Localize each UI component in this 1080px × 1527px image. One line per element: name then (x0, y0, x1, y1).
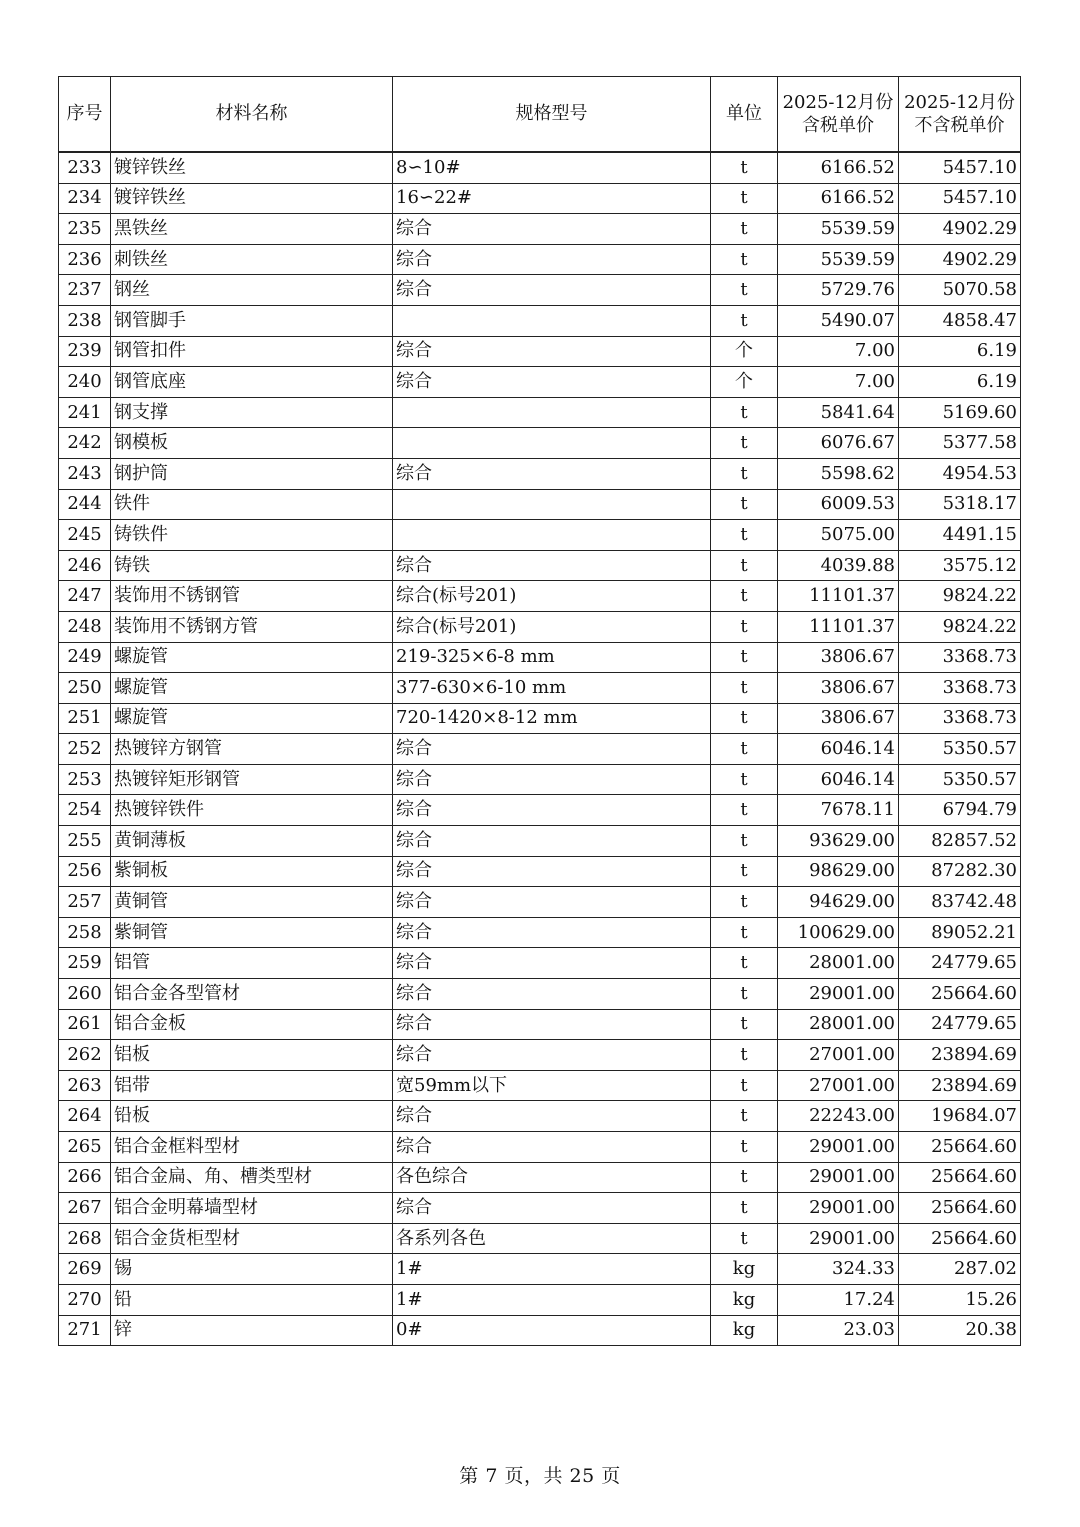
cell-price-tax: 5075.00 (778, 520, 899, 551)
cell-price-notax: 9824.22 (899, 611, 1021, 642)
cell-name: 钢管底座 (111, 367, 393, 398)
cell-seq: 270 (59, 1284, 111, 1315)
cell-spec: 综合 (393, 1193, 711, 1224)
cell-price-tax: 5598.62 (778, 458, 899, 489)
cell-name: 黑铁丝 (111, 214, 393, 245)
cell-name: 锡 (111, 1254, 393, 1285)
cell-price-notax: 4491.15 (899, 520, 1021, 551)
cell-price-notax: 287.02 (899, 1254, 1021, 1285)
cell-name: 铝带 (111, 1070, 393, 1101)
cell-seq: 245 (59, 520, 111, 551)
table-row (59, 703, 1021, 734)
cell-unit: t (711, 795, 778, 826)
header-seq: 序号 (59, 77, 111, 153)
cell-spec: 377-630×6-10 mm (393, 673, 711, 704)
cell-seq: 248 (59, 611, 111, 642)
cell-seq: 265 (59, 1132, 111, 1163)
cell-unit: t (711, 826, 778, 857)
cell-spec: 综合 (393, 1040, 711, 1071)
cell-unit: kg (711, 1284, 778, 1315)
cell-price-tax: 29001.00 (778, 979, 899, 1010)
cell-price-tax: 11101.37 (778, 611, 899, 642)
header-price-tax (778, 77, 899, 153)
table-row (59, 305, 1021, 336)
cell-seq: 236 (59, 244, 111, 275)
cell-price-notax: 23894.69 (899, 1070, 1021, 1101)
cell-spec (393, 305, 711, 336)
cell-seq: 238 (59, 305, 111, 336)
cell-spec: 各色综合 (393, 1162, 711, 1193)
cell-seq: 251 (59, 703, 111, 734)
cell-price-tax: 324.33 (778, 1254, 899, 1285)
cell-spec (393, 397, 711, 428)
cell-spec: 综合 (393, 550, 711, 581)
table-row (59, 397, 1021, 428)
cell-unit: t (711, 275, 778, 306)
header-unit: 单位 (711, 77, 778, 153)
table-row (59, 917, 1021, 948)
cell-unit: t (711, 581, 778, 612)
cell-unit: t (711, 673, 778, 704)
cell-seq: 255 (59, 826, 111, 857)
cell-unit: t (711, 550, 778, 581)
table-row (59, 336, 1021, 367)
cell-unit: kg (711, 1254, 778, 1285)
table-row (59, 520, 1021, 551)
cell-price-tax: 4039.88 (778, 550, 899, 581)
cell-spec: 综合 (393, 734, 711, 765)
table-row (59, 1070, 1021, 1101)
cell-name: 紫铜板 (111, 856, 393, 887)
cell-price-tax: 6046.14 (778, 734, 899, 765)
cell-price-tax: 98629.00 (778, 856, 899, 887)
cell-name: 铝合金板 (111, 1009, 393, 1040)
cell-price-tax: 7.00 (778, 336, 899, 367)
cell-price-notax: 25664.60 (899, 979, 1021, 1010)
cell-name: 热镀锌矩形钢管 (111, 764, 393, 795)
cell-spec: 219-325×6-8 mm (393, 642, 711, 673)
cell-seq: 256 (59, 856, 111, 887)
table-row (59, 1132, 1021, 1163)
cell-price-notax: 24779.65 (899, 948, 1021, 979)
table-row (59, 183, 1021, 214)
cell-price-tax: 27001.00 (778, 1040, 899, 1071)
cell-unit: t (711, 1101, 778, 1132)
cell-spec: 综合 (393, 367, 711, 398)
cell-seq: 237 (59, 275, 111, 306)
cell-price-notax: 5350.57 (899, 734, 1021, 765)
cell-name: 钢丝 (111, 275, 393, 306)
cell-name: 锌 (111, 1315, 393, 1346)
cell-price-tax: 6046.14 (778, 764, 899, 795)
cell-spec: 综合 (393, 1101, 711, 1132)
cell-unit: t (711, 1193, 778, 1224)
cell-name: 铅板 (111, 1101, 393, 1132)
cell-price-tax: 5841.64 (778, 397, 899, 428)
cell-unit: t (711, 979, 778, 1010)
cell-seq: 243 (59, 458, 111, 489)
table-row (59, 1254, 1021, 1285)
table-row (59, 367, 1021, 398)
cell-unit: t (711, 1162, 778, 1193)
cell-unit: t (711, 152, 778, 183)
cell-spec: 综合(标号201) (393, 581, 711, 612)
header-price-notax (899, 77, 1021, 153)
cell-name: 铸铁件 (111, 520, 393, 551)
table-row (59, 1162, 1021, 1193)
table-row (59, 214, 1021, 245)
table-row (59, 1223, 1021, 1254)
cell-seq: 235 (59, 214, 111, 245)
cell-unit: t (711, 611, 778, 642)
cell-name: 装饰用不锈钢管 (111, 581, 393, 612)
cell-spec: 1# (393, 1254, 711, 1285)
cell-seq: 267 (59, 1193, 111, 1224)
header-name: 材料名称 (111, 77, 393, 153)
cell-price-notax: 6.19 (899, 367, 1021, 398)
cell-price-tax: 27001.00 (778, 1070, 899, 1101)
cell-spec: 综合 (393, 887, 711, 918)
cell-seq: 239 (59, 336, 111, 367)
cell-seq: 261 (59, 1009, 111, 1040)
table-row (59, 856, 1021, 887)
cell-spec: 16∽22# (393, 183, 711, 214)
cell-name: 铸铁 (111, 550, 393, 581)
cell-name: 铅 (111, 1284, 393, 1315)
cell-unit: t (711, 183, 778, 214)
header-price-notax-line2: 不含税单价 (914, 115, 1005, 136)
cell-spec: 综合 (393, 764, 711, 795)
cell-price-notax: 25664.60 (899, 1193, 1021, 1224)
table-row (59, 642, 1021, 673)
cell-spec: 720-1420×8-12 mm (393, 703, 711, 734)
header-price-notax-line1: 2025-12月份 (904, 91, 1015, 113)
table-row (59, 1040, 1021, 1071)
table-row (59, 1284, 1021, 1315)
cell-seq: 259 (59, 948, 111, 979)
table-row (59, 152, 1021, 183)
cell-name: 钢管扣件 (111, 336, 393, 367)
cell-name: 铁件 (111, 489, 393, 520)
cell-name: 紫铜管 (111, 917, 393, 948)
cell-price-notax: 4902.29 (899, 214, 1021, 245)
cell-seq: 263 (59, 1070, 111, 1101)
cell-seq: 246 (59, 550, 111, 581)
cell-price-tax: 5490.07 (778, 305, 899, 336)
cell-unit: t (711, 856, 778, 887)
cell-seq: 241 (59, 397, 111, 428)
table-row (59, 764, 1021, 795)
cell-unit: t (711, 734, 778, 765)
cell-price-tax: 28001.00 (778, 948, 899, 979)
header-spec: 规格型号 (393, 77, 711, 153)
cell-price-tax: 5729.76 (778, 275, 899, 306)
table-row (59, 489, 1021, 520)
cell-price-tax: 93629.00 (778, 826, 899, 857)
table-header (59, 77, 1021, 153)
cell-unit: t (711, 764, 778, 795)
cell-spec: 1# (393, 1284, 711, 1315)
cell-spec: 综合 (393, 917, 711, 948)
cell-name: 钢模板 (111, 428, 393, 459)
cell-name: 铝合金各型管材 (111, 979, 393, 1010)
cell-name: 铝合金扁、角、槽类型材 (111, 1162, 393, 1193)
cell-price-notax: 3368.73 (899, 703, 1021, 734)
cell-seq: 252 (59, 734, 111, 765)
cell-price-notax: 25664.60 (899, 1223, 1021, 1254)
cell-price-tax: 11101.37 (778, 581, 899, 612)
cell-unit: 个 (711, 336, 778, 367)
cell-unit: t (711, 1040, 778, 1071)
cell-spec: 综合 (393, 856, 711, 887)
header-price-tax-line1: 2025-12月份 (782, 91, 894, 113)
cell-name: 镀锌铁丝 (111, 183, 393, 214)
cell-price-notax: 82857.52 (899, 826, 1021, 857)
cell-seq: 258 (59, 917, 111, 948)
cell-price-tax: 6166.52 (778, 183, 899, 214)
cell-name: 螺旋管 (111, 703, 393, 734)
table-row (59, 550, 1021, 581)
cell-name: 镀锌铁丝 (111, 152, 393, 183)
table-row (59, 826, 1021, 857)
table-body (59, 152, 1021, 1346)
cell-unit: t (711, 397, 778, 428)
cell-spec: 综合 (393, 948, 711, 979)
cell-spec: 8∽10# (393, 152, 711, 183)
cell-price-notax: 4858.47 (899, 305, 1021, 336)
page-footer: 第 7 页，共 25 页 (459, 1465, 621, 1487)
cell-price-notax: 3368.73 (899, 673, 1021, 704)
cell-seq: 254 (59, 795, 111, 826)
cell-seq: 234 (59, 183, 111, 214)
cell-price-tax: 29001.00 (778, 1162, 899, 1193)
cell-seq: 250 (59, 673, 111, 704)
cell-price-notax: 3368.73 (899, 642, 1021, 673)
cell-unit: t (711, 1223, 778, 1254)
cell-price-tax: 100629.00 (778, 917, 899, 948)
cell-price-notax: 20.38 (899, 1315, 1021, 1346)
table-row (59, 734, 1021, 765)
cell-price-tax: 29001.00 (778, 1223, 899, 1254)
cell-name: 螺旋管 (111, 673, 393, 704)
cell-unit: t (711, 948, 778, 979)
cell-name: 钢管脚手 (111, 305, 393, 336)
cell-spec: 综合 (393, 244, 711, 275)
cell-spec: 综合 (393, 795, 711, 826)
cell-unit: t (711, 887, 778, 918)
cell-price-tax: 94629.00 (778, 887, 899, 918)
cell-name: 刺铁丝 (111, 244, 393, 275)
cell-name: 钢支撑 (111, 397, 393, 428)
table-row (59, 428, 1021, 459)
cell-unit: kg (711, 1315, 778, 1346)
cell-unit: t (711, 703, 778, 734)
cell-price-notax: 25664.60 (899, 1162, 1021, 1193)
cell-unit: t (711, 428, 778, 459)
cell-name: 铝合金框料型材 (111, 1132, 393, 1163)
cell-seq: 271 (59, 1315, 111, 1346)
cell-seq: 268 (59, 1223, 111, 1254)
cell-seq: 266 (59, 1162, 111, 1193)
cell-seq: 253 (59, 764, 111, 795)
cell-name: 热镀锌铁件 (111, 795, 393, 826)
cell-seq: 247 (59, 581, 111, 612)
cell-unit: t (711, 305, 778, 336)
cell-seq: 260 (59, 979, 111, 1010)
cell-spec: 综合 (393, 214, 711, 245)
cell-unit: t (711, 214, 778, 245)
cell-name: 铝合金明幕墙型材 (111, 1193, 393, 1224)
table-row (59, 795, 1021, 826)
cell-price-notax: 5457.10 (899, 183, 1021, 214)
cell-name: 黄铜管 (111, 887, 393, 918)
cell-price-tax: 17.24 (778, 1284, 899, 1315)
table-row (59, 244, 1021, 275)
cell-price-tax: 7.00 (778, 367, 899, 398)
cell-spec (393, 489, 711, 520)
cell-seq: 244 (59, 489, 111, 520)
cell-price-tax: 3806.67 (778, 642, 899, 673)
table-row (59, 1101, 1021, 1132)
cell-spec: 综合 (393, 1132, 711, 1163)
cell-price-notax: 23894.69 (899, 1040, 1021, 1071)
table-row (59, 1315, 1021, 1346)
table-row (59, 275, 1021, 306)
cell-unit: t (711, 1070, 778, 1101)
cell-unit: t (711, 458, 778, 489)
table-row (59, 611, 1021, 642)
cell-seq: 264 (59, 1101, 111, 1132)
cell-price-notax: 6.19 (899, 336, 1021, 367)
cell-price-tax: 6166.52 (778, 152, 899, 183)
cell-seq: 233 (59, 152, 111, 183)
cell-spec: 宽59mm以下 (393, 1070, 711, 1101)
cell-spec (393, 428, 711, 459)
cell-seq: 262 (59, 1040, 111, 1071)
table-row (59, 948, 1021, 979)
cell-name: 铝合金货柜型材 (111, 1223, 393, 1254)
cell-unit: t (711, 244, 778, 275)
cell-price-tax: 28001.00 (778, 1009, 899, 1040)
cell-price-tax: 7678.11 (778, 795, 899, 826)
cell-spec (393, 520, 711, 551)
cell-price-notax: 5377.58 (899, 428, 1021, 459)
cell-price-tax: 3806.67 (778, 673, 899, 704)
cell-name: 黄铜薄板 (111, 826, 393, 857)
cell-price-notax: 5169.60 (899, 397, 1021, 428)
cell-spec: 综合 (393, 275, 711, 306)
cell-seq: 257 (59, 887, 111, 918)
cell-price-notax: 6794.79 (899, 795, 1021, 826)
cell-price-notax: 25664.60 (899, 1132, 1021, 1163)
cell-spec: 综合 (393, 1009, 711, 1040)
header-price-tax-line2: 含税单价 (802, 115, 874, 136)
cell-unit: t (711, 642, 778, 673)
cell-price-tax: 6076.67 (778, 428, 899, 459)
price-table (58, 76, 1021, 1346)
cell-unit: t (711, 917, 778, 948)
table-row (59, 673, 1021, 704)
table-row (59, 458, 1021, 489)
cell-spec: 综合 (393, 979, 711, 1010)
cell-seq: 249 (59, 642, 111, 673)
cell-price-tax: 29001.00 (778, 1193, 899, 1224)
cell-price-notax: 5070.58 (899, 275, 1021, 306)
cell-price-notax: 3575.12 (899, 550, 1021, 581)
table-row (59, 1193, 1021, 1224)
cell-name: 铝板 (111, 1040, 393, 1071)
cell-price-notax: 87282.30 (899, 856, 1021, 887)
cell-spec: 综合 (393, 336, 711, 367)
cell-price-tax: 5539.59 (778, 214, 899, 245)
cell-price-notax: 19684.07 (899, 1101, 1021, 1132)
cell-price-notax: 4902.29 (899, 244, 1021, 275)
cell-spec: 综合 (393, 458, 711, 489)
cell-spec: 各系列各色 (393, 1223, 711, 1254)
cell-price-notax: 89052.21 (899, 917, 1021, 948)
cell-unit: t (711, 489, 778, 520)
cell-name: 装饰用不锈钢方管 (111, 611, 393, 642)
cell-price-notax: 83742.48 (899, 887, 1021, 918)
cell-seq: 269 (59, 1254, 111, 1285)
cell-spec: 0# (393, 1315, 711, 1346)
cell-spec: 综合 (393, 826, 711, 857)
cell-price-tax: 6009.53 (778, 489, 899, 520)
cell-price-tax: 3806.67 (778, 703, 899, 734)
cell-seq: 242 (59, 428, 111, 459)
cell-price-notax: 9824.22 (899, 581, 1021, 612)
cell-spec: 综合(标号201) (393, 611, 711, 642)
table-row (59, 887, 1021, 918)
cell-price-notax: 5457.10 (899, 152, 1021, 183)
cell-unit: 个 (711, 367, 778, 398)
cell-unit: t (711, 1132, 778, 1163)
cell-price-tax: 23.03 (778, 1315, 899, 1346)
cell-unit: t (711, 520, 778, 551)
cell-unit: t (711, 1009, 778, 1040)
table-row (59, 581, 1021, 612)
table-row (59, 1009, 1021, 1040)
cell-name: 螺旋管 (111, 642, 393, 673)
cell-price-notax: 15.26 (899, 1284, 1021, 1315)
cell-price-notax: 5318.17 (899, 489, 1021, 520)
cell-price-tax: 22243.00 (778, 1101, 899, 1132)
table-row (59, 979, 1021, 1010)
cell-price-notax: 5350.57 (899, 764, 1021, 795)
cell-name: 热镀锌方钢管 (111, 734, 393, 765)
cell-price-notax: 4954.53 (899, 458, 1021, 489)
cell-name: 铝管 (111, 948, 393, 979)
cell-price-notax: 24779.65 (899, 1009, 1021, 1040)
cell-seq: 240 (59, 367, 111, 398)
cell-price-tax: 5539.59 (778, 244, 899, 275)
cell-name: 钢护筒 (111, 458, 393, 489)
cell-price-tax: 29001.00 (778, 1132, 899, 1163)
